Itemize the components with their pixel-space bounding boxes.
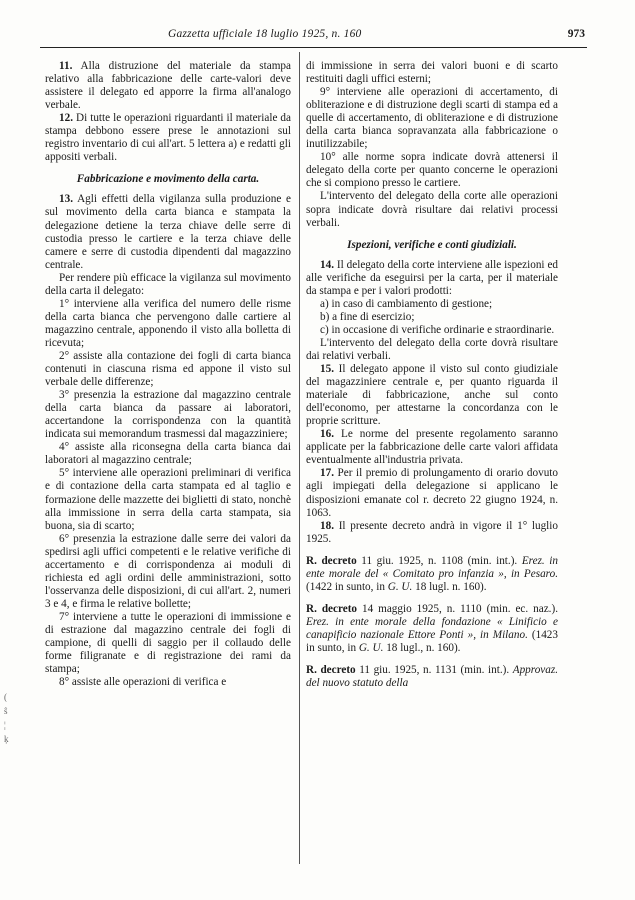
article-18: 18. Il presente decreto andrà in vigore il 1° luglio 1925.	[306, 519, 558, 545]
header-rule	[40, 47, 587, 48]
delegate-paragraph: L'intervento del delegato della corte alle operazioni sopra indicate dovrà risultare dai relativi processi verbali.	[306, 190, 558, 229]
right-column	[306, 60, 558, 690]
list-item: 9° interviene alle operazioni di accertamento, di obliterazione e di distruzione degli scarti di stampa ed a quelle di accertamento, di obliterazione e di distruzione della carta bianca sopravanzata alla fabbricazione o inutilizzabile;	[306, 86, 558, 151]
list-item: 5° interviene alle operazioni preliminari di verifica e di contazione della carta stampata ed al taglio e formazione delle mazzette dei biglietti di stato, nonchè alla immissione in serra della carta stampata, sia buona, sia di scarto;	[45, 467, 291, 532]
left-column	[45, 60, 291, 689]
article-16: 16. Le norme del presente regolamento saranno applicate per la fabbricazione delle carte valori affidata eventualmente all'industria privata.	[306, 428, 558, 467]
list-item: 3° presenzia la estrazione dal magazzino centrale della carta bianca da passare ai laboratori, accertandone la corrispondenza con la quantità indicata sui memorandum trasmessi dal magazziniere;	[45, 389, 291, 441]
list-item: 10° alle norme sopra indicate dovrà attenersi il delegato della corte per quanto concerne le operazioni che si compiono presso le cartiere.	[306, 151, 558, 190]
decree-entry: R. decreto 11 giu. 1925, n. 1108 (min. int.). Erez. in ente morale del « Comitato pro infanzia », in Pesaro. (1422 in sunto, in G. U. 18 lugl. n. 160).	[306, 554, 559, 593]
list-item: 8° assiste alle operazioni di verifica e	[59, 676, 227, 689]
decree-entry: R. decreto 11 giu. 1925, n. 1131 (min. int.). Approvaz. del nuovo statuto della	[306, 664, 558, 690]
article-13: 13. Agli effetti della vigilanza sulla produzione e sul movimento della carta bianca e stampata la delegazione detiene la terza chiave delle serre di custodia presso le cartiere e la terza chiave delle camere e serre di custodia dipendenti dal magazzino centrale.	[45, 193, 291, 271]
article-11: 11. Alla distruzione del materiale da stampa relativo alla fabbricazione delle carte-valori deve assistere il delegato ed apporre la firma all'analogo verbale.	[45, 60, 291, 112]
margin-marks: ( ŝ ¦ ķ	[4, 692, 9, 744]
section-title-fabbricazione: Fabbricazione e movimento della carta.	[76, 173, 260, 186]
article-17: 17. Per il premio di prolungamento di orario dovuto agli impiegati della delegazione si applicano le disposizioni emanate col r. decreto 22 giugno 1924, n. 1063.	[306, 467, 558, 519]
list-item: c) in occasione di verifiche ordinarie e straordinarie.	[320, 323, 555, 336]
list-item: 4° assiste alla riconsegna della carta bianca dai laboratori al magazzino centrale;	[45, 441, 291, 467]
list-item: 2° assiste alla contazione dei fogli di carta bianca contenuti in ciascuna risma ed appone il visto sul verbale delle differenze;	[45, 349, 291, 389]
decree-entry: R. decreto 14 maggio 1925, n. 1110 (min. ec. naz.). Erez. in ente morale della fondazione « Linificio e canapificio nazionale Ettore Ponti », in Milano. (1423 in sunto, in G. U. 18 lugl., n. 160).	[306, 602, 558, 654]
article-14: 14. Il delegato della corte interviene alle ispezioni ed alle verifiche da eseguirsi per la carta, per il materiale da stampa e per i valori prodotti:	[306, 258, 558, 297]
gazette-title: Gazzetta ufficiale 18 luglio 1925, n. 160	[168, 28, 362, 40]
list-item: 1° interviene alla verifica del numero delle risme della carta bianca che pervengono dalle cartiere al magazzino centrale, apponendo il visto alla bolletta di ricevuta;	[45, 297, 291, 349]
list-item: a) in caso di cambiamento di gestione;	[320, 297, 493, 310]
list-item: 6° presenzia la estrazione dalle serre dei valori da spedirsi agli uffici competenti e le relative verifiche di accertamento e di corrispondenza ai moduli di richiesta ed agli ordini delle amministrazioni, sotto l'osservanza delle disposizioni, di cui all'art. 2, numeri 3 e 4, e firma le relative bollette;	[45, 532, 291, 610]
article-15: 15. Il delegato appone il visto sul conto giudiziale del magazziniere centrale e, per quanto riguarda il materiale di fabbricazione, anche sul conto dell'economo, per attestarne la concordanza con le proprie scritture.	[306, 363, 558, 428]
continued-paragraph: di immissione in serra dei valori buoni e di scarto restituiti dagli uffici esterni;	[306, 60, 558, 86]
page-number: 973	[567, 28, 585, 40]
page-header	[0, 28, 635, 44]
article-14-close: L'intervento del delegato della corte dovrà risultare dai relativi verbali.	[306, 336, 558, 362]
section-title-ispezioni: Ispezioni, verifiche e conti giudiziali.	[347, 238, 517, 251]
column-divider	[299, 52, 300, 864]
list-item: 7° interviene a tutte le operazioni di immissione e di estrazione dal magazzino centrale dei fogli di campione, di quelli di saggio per il collaudo delle forme filigranate e di registrazione dei rami da stampa;	[45, 610, 291, 676]
article-12: 12. Di tutte le operazioni riguardanti il materiale da stampa debbono essere prese le annotazioni sul registro inventario di cui all'art. 5 lettera a) e redatti gli appositi verbali.	[45, 112, 291, 164]
list-item: b) a fine di esercizio;	[320, 310, 415, 323]
intro-paragraph: Per rendere più efficace la vigilanza sul movimento della carta il delegato:	[45, 271, 291, 297]
